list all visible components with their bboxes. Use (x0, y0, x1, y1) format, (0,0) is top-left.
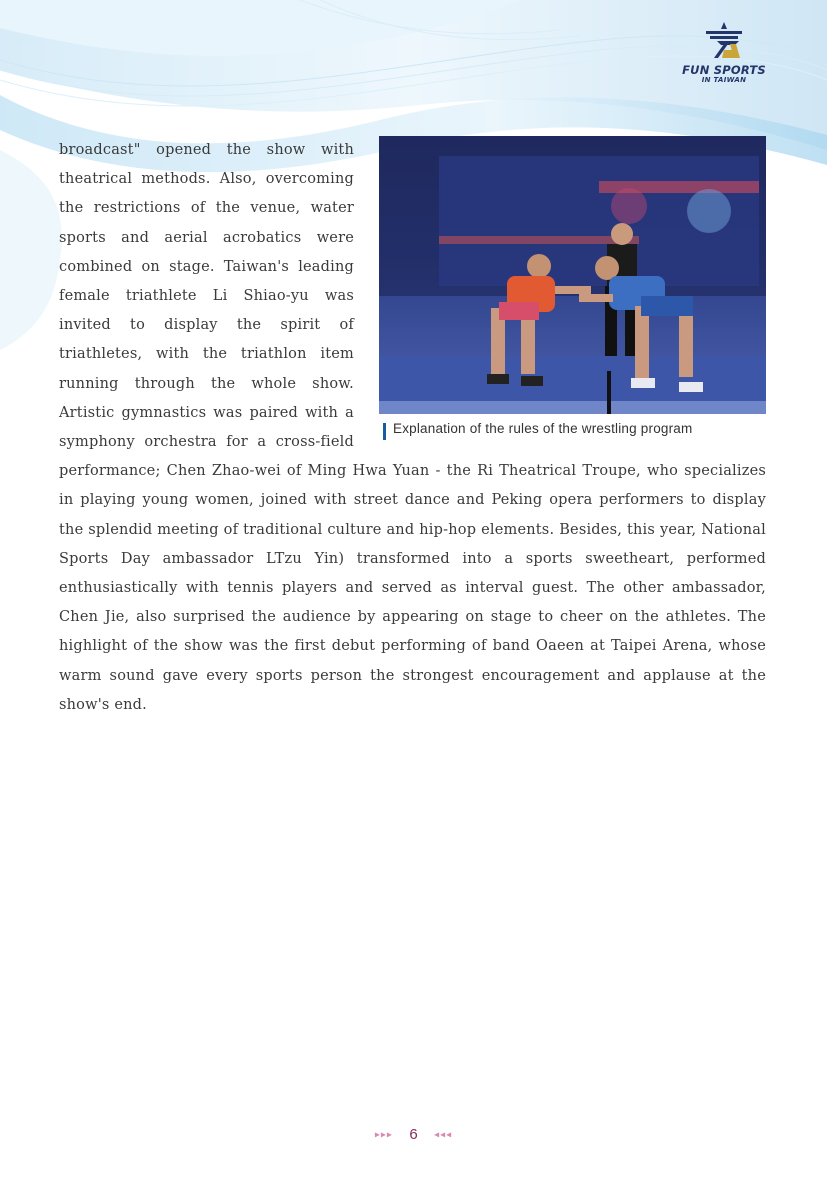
logo-subtitle: IN TAIWAN (701, 76, 747, 84)
photo-caption (379, 421, 766, 437)
photo-caption-text: Explanation of the rules of the wrestling program (393, 421, 693, 436)
caption-accent-bar (383, 423, 386, 440)
wrestling-photo (379, 136, 766, 414)
pager-arrows-left-icon: ▸▸▸ (374, 1129, 393, 1141)
logo-title: FUN SPORTS (682, 63, 766, 77)
article-paragraph: broadcast" opened the show with theatrical methods. Also, overcoming the restrictions of the venue, water sports and aerial acrobatics were combined on stage. Taiwan's leading female triathlete Li Shiao-yu was invited to display the spirit of triathletes, with the triathlon item running through the whole show. Artistic gymnastics was paired with a symphony orchestra for a cross-field performance; Chen Zhao-wei of Ming Hwa Yuan - the Ri Theatrical Troupe, who specializes in playing young women, joined with street dance and Peking opera performers to display the splendid meeting of traditional culture and hip-hop elements. Besides, this year, National Sports Day ambassador LTzu Yin) transformed into a sports sweetheart, performed enthusiastically with tennis players and served as interval guest. The other ambassador, Chen Jie, also surprised the audience by appearing on stage to cheer on the athletes. The highlight of the show was the first debut performing of band Oaeen at Taipei Arena, whose warm sound gave every sports person the strongest encouragement and applause at the show's end. (59, 142, 766, 713)
article-body (59, 136, 766, 720)
page-footer (0, 1126, 827, 1144)
page-number: 6 (409, 1126, 418, 1144)
fun-sports-logo (679, 20, 769, 86)
photo-figure (379, 136, 766, 437)
logo-emblem-icon (702, 20, 746, 60)
pager-arrows-right-icon: ◂◂◂ (434, 1129, 453, 1141)
